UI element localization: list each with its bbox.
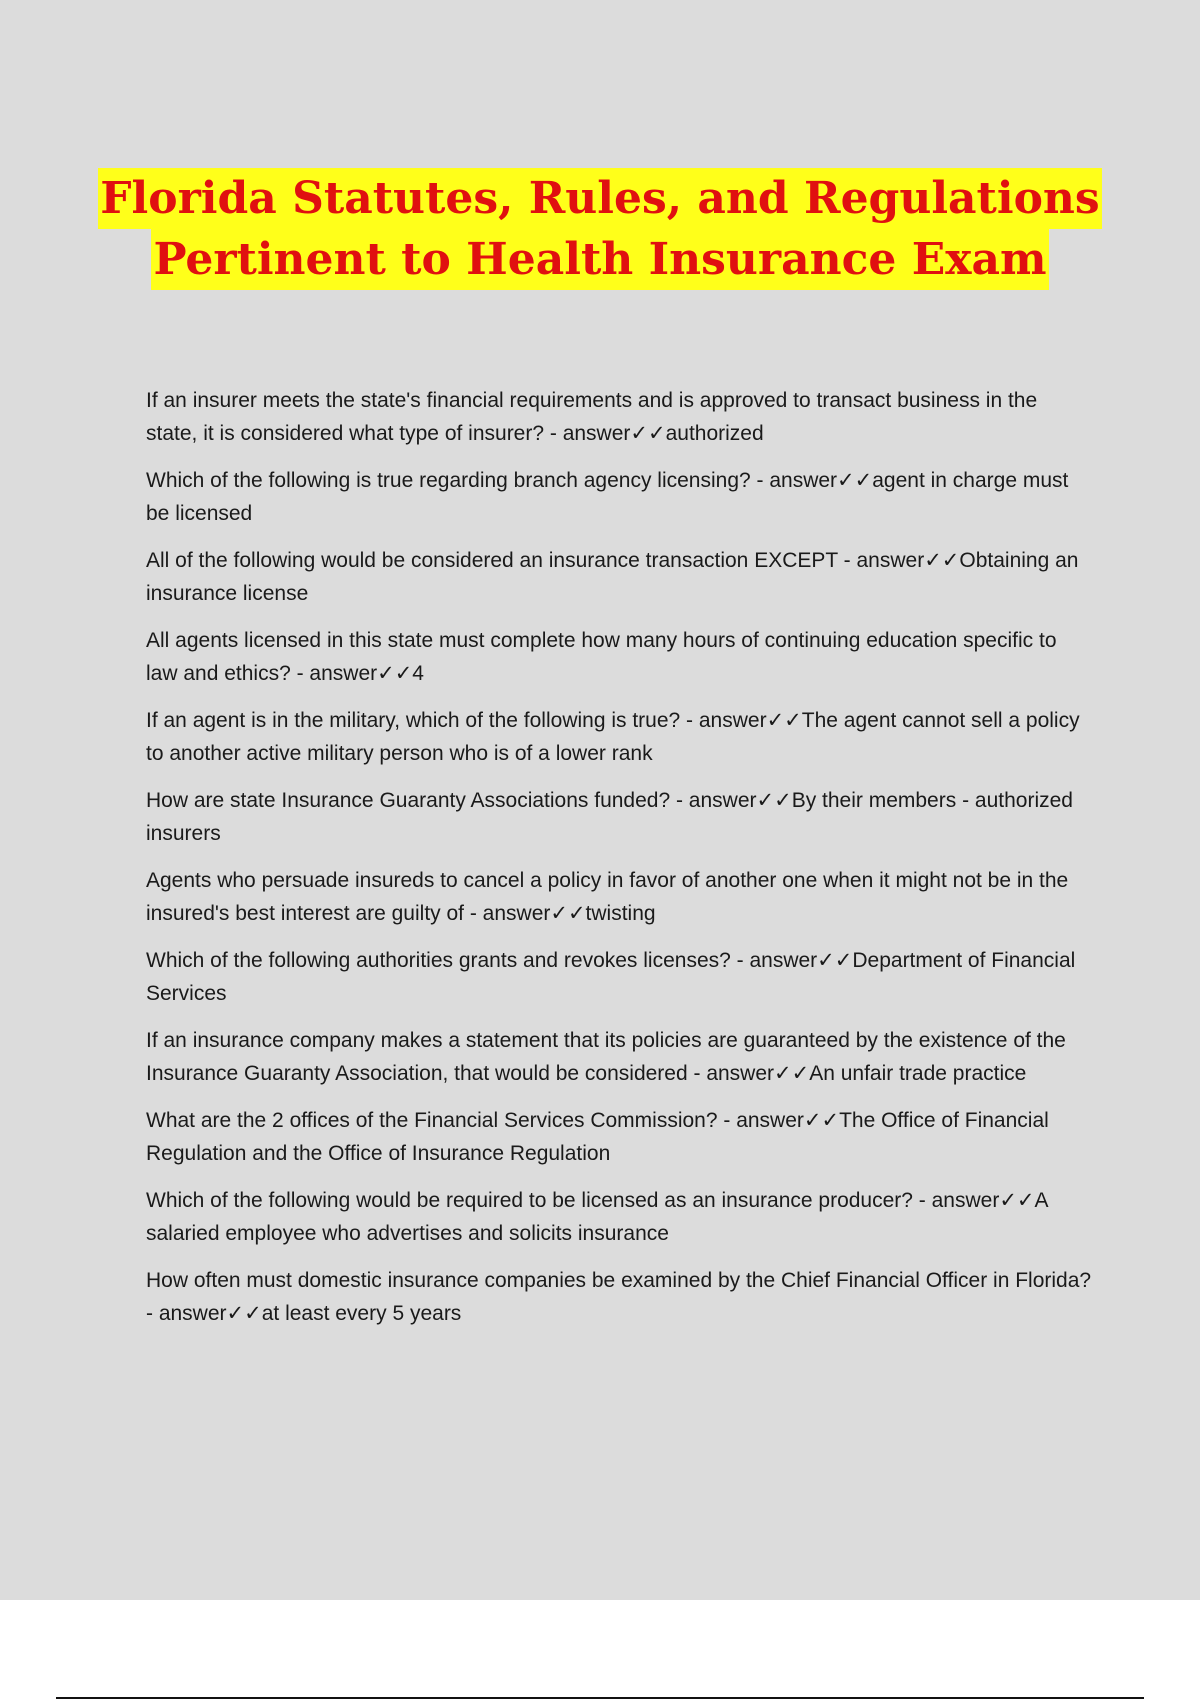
qa-item: All agents licensed in this state must complete how many hours of continuing education specific to law and ethics? - answer✓✓4 [146, 629, 1057, 685]
qa-item: Which of the following authorities grants and revokes licenses? - answer✓✓Department of Financial Services [146, 949, 1076, 1005]
qa-item: All of the following would be considered an insurance transaction EXCEPT - answer✓✓Obtaining an insurance license [146, 549, 1079, 605]
qa-item: If an agent is in the military, which of the following is true? - answer✓✓The agent cannot sell a policy to another active military person who is of a lower rank [146, 709, 1080, 765]
document-title [0, 168, 1200, 290]
qa-item: Agents who persuade insureds to cancel a policy in favor of another one when it might not be in the insured's best interest are guilty of - answer✓✓twisting [146, 869, 1069, 925]
title-line-2: Pertinent to Health Insurance Exam [151, 229, 1048, 290]
qa-item: Which of the following would be required to be licensed as an insurance producer? - answer✓✓A salaried employee who advertises and solicits insurance [146, 1189, 1048, 1245]
qa-item: What are the 2 offices of the Financial Services Commission? - answer✓✓The Office of Financial Regulation and the Office of Insurance Regulation [146, 1109, 1049, 1165]
page-footer [0, 1600, 1200, 1700]
title-line-1: Florida Statutes, Rules, and Regulations [98, 168, 1101, 229]
qa-item: If an insurer meets the state's financial requirements and is approved to transact business in the state, it is considered what type of insurer? - answer✓✓authorized [146, 389, 1038, 445]
qa-item: Which of the following is true regarding branch agency licensing? - answer✓✓agent in charge must be licensed [146, 469, 1069, 525]
footer-divider [56, 1697, 1144, 1699]
qa-item: If an insurance company makes a statement that its policies are guaranteed by the existence of the Insurance Guaranty Association, that would be considered - answer✓✓An unfair trade practice [146, 1029, 1066, 1085]
question-answer-list [146, 384, 1092, 1344]
qa-item: How are state Insurance Guaranty Associations funded? - answer✓✓By their members - authorized insurers [146, 789, 1073, 845]
qa-item: How often must domestic insurance companies be examined by the Chief Financial Officer in Florida? - answer✓✓at least every 5 years [146, 1269, 1092, 1325]
